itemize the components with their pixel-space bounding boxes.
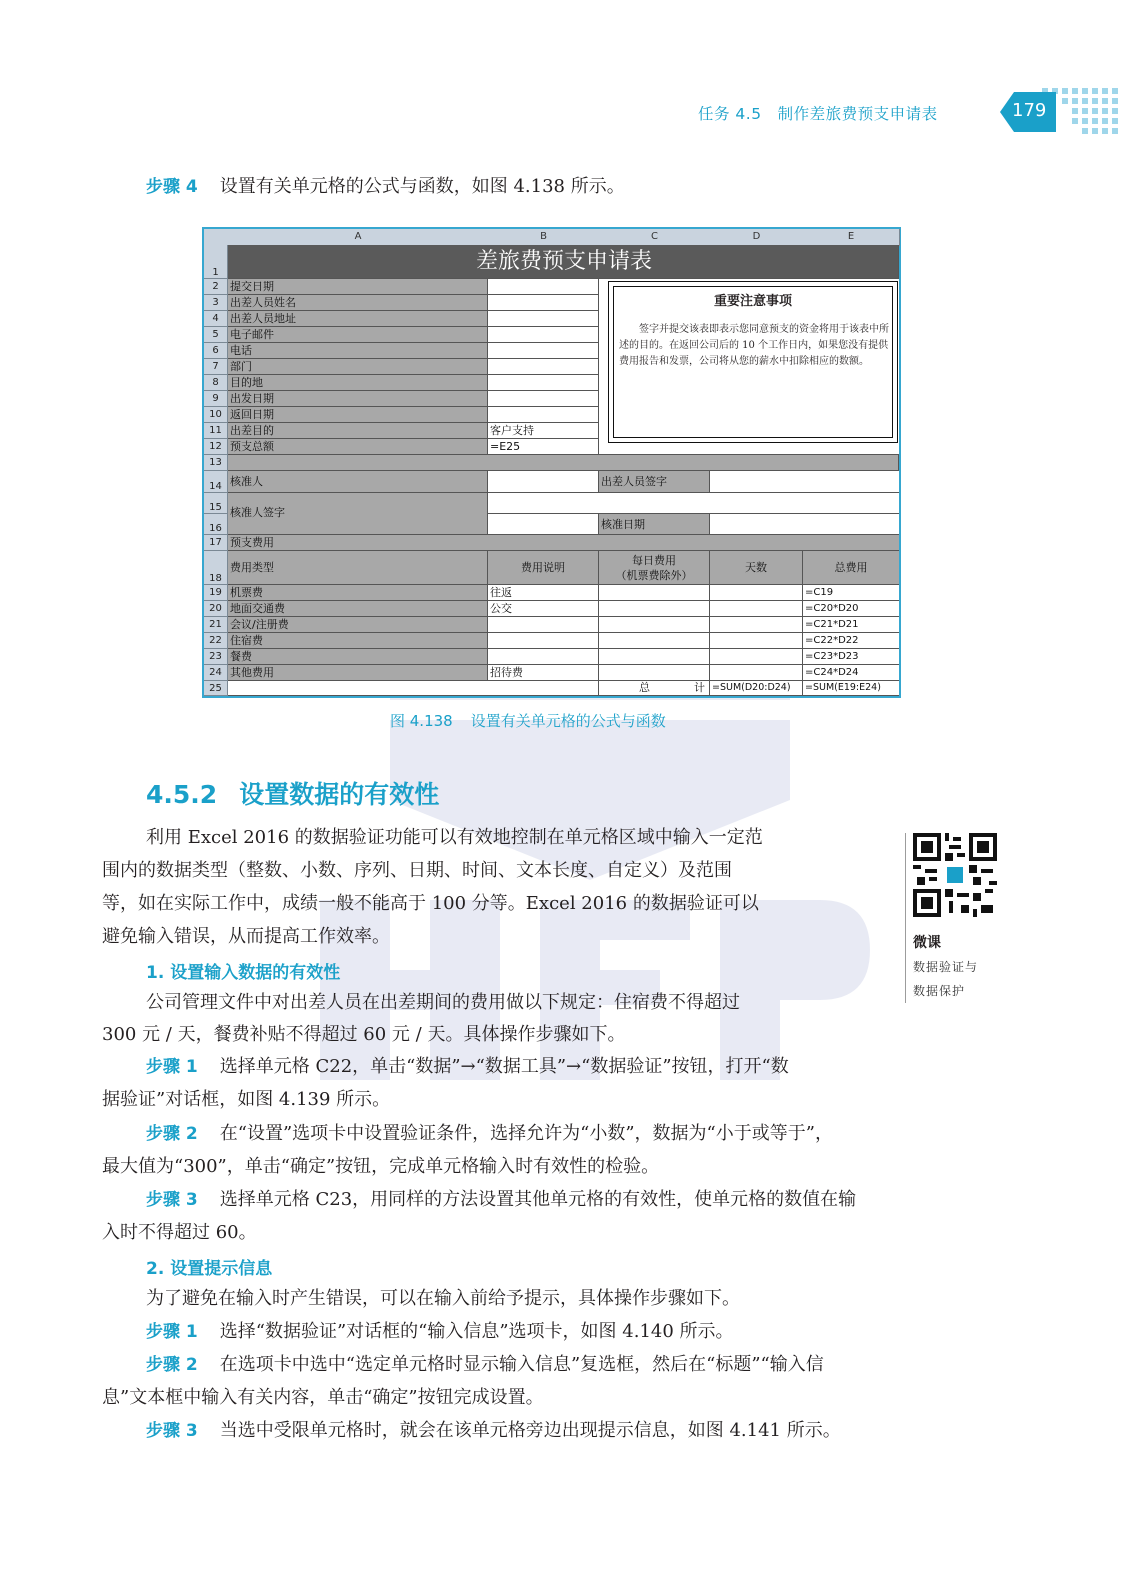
label-cell: 其他费用 xyxy=(228,665,488,681)
intro-line: 避免输入错误，从而提高工作效率。 xyxy=(102,926,390,947)
total-formula-cell: =C22*D22 xyxy=(803,633,899,649)
days-cell xyxy=(710,649,803,665)
figure-caption-text: 设置有关单元格的公式与函数 xyxy=(470,712,666,730)
days-cell xyxy=(710,665,803,681)
row-header: 15 xyxy=(204,493,228,514)
label-cell: 出差人员签字 xyxy=(599,471,710,493)
step-label: 步骤 1 xyxy=(146,1322,198,1342)
corner-cell xyxy=(204,229,229,246)
label-cell: 核准人 xyxy=(228,471,488,493)
row-header: 23 xyxy=(204,649,228,665)
intro-line: 围内的数据类型（整数、小数、序列、日期、时间、文本长度、自定义）及范围 xyxy=(102,860,732,881)
row-header: 4 xyxy=(204,311,228,327)
header-daily-cost-line2: （机票费除外） xyxy=(615,569,693,582)
header-daily-cost xyxy=(599,551,710,585)
input-cell xyxy=(488,375,599,391)
total-formula-cell: =C23*D23 xyxy=(803,649,899,665)
section-number: 4.5.2 xyxy=(146,780,218,809)
label-cell: 电子邮件 xyxy=(228,327,488,343)
notice-body: 签字并提交该表即表示您同意预支的资金将用于该表中所述的目的。在返回公司后的 10 个工作日内，如果您没有提供费用报告和发票，公司将从您的薪水中扣除相应的数额。 xyxy=(619,324,889,367)
spreadsheet-figure xyxy=(202,227,901,698)
purpose-value: 客户支持 xyxy=(488,423,599,439)
days-cell xyxy=(710,617,803,633)
subsection-heading-1: 1. 设置输入数据的有效性 xyxy=(146,963,341,983)
label-cell: 机票费 xyxy=(228,585,488,601)
step-label: 步骤 3 xyxy=(146,1190,198,1210)
step-label: 步骤 3 xyxy=(146,1421,198,1441)
label-cell: 返回日期 xyxy=(228,407,488,423)
label-cell: 部门 xyxy=(228,359,488,375)
input-cell xyxy=(488,471,599,493)
notice-box xyxy=(608,281,898,443)
row-header: 22 xyxy=(204,633,228,649)
section-title: 设置数据的有效性 xyxy=(239,780,440,809)
row-header: 12 xyxy=(204,439,228,455)
input-cell xyxy=(710,471,899,493)
row-header: 8 xyxy=(204,375,228,391)
row-header: 1 xyxy=(204,245,228,279)
step-label: 步骤 4 xyxy=(146,177,198,197)
step-label: 步骤 2 xyxy=(146,1355,198,1375)
row-header: 24 xyxy=(204,665,228,681)
label-cell: 目的地 xyxy=(228,375,488,391)
column-header-a: A xyxy=(228,229,489,246)
description-cell xyxy=(488,633,599,649)
row-header: 10 xyxy=(204,407,228,423)
empty-cell xyxy=(228,681,599,696)
input-cell xyxy=(488,391,599,407)
subsection-heading-2: 2. 设置提示信息 xyxy=(146,1259,273,1279)
row-header: 5 xyxy=(204,327,228,343)
row-header: 19 xyxy=(204,585,228,601)
notice-title: 重要注意事项 xyxy=(713,294,792,309)
step-text: 选择“数据验证”对话框的“输入信息”选项卡，如图 4.140 所示。 xyxy=(219,1321,734,1342)
sub2-step3 xyxy=(146,1418,841,1444)
step-text: 在“设置”选项卡中设置验证条件，选择允许为“小数”，数据为“小于或等于”， xyxy=(219,1123,833,1144)
input-cell xyxy=(488,514,599,535)
row-header: 2 xyxy=(204,279,228,295)
days-cell xyxy=(710,601,803,617)
daily-cost-cell xyxy=(599,665,710,681)
separator-row xyxy=(228,455,899,471)
days-sum-formula: =SUM(D20:D24) xyxy=(710,681,803,696)
label-cell: 出发日期 xyxy=(228,391,488,407)
step-text: 选择单元格 C23，用同样的方法设置其他单元格的有效性，使单元格的数值在输 xyxy=(219,1189,857,1210)
row-header: 16 xyxy=(204,514,228,535)
row-header: 6 xyxy=(204,343,228,359)
label-cell: 费用类型 xyxy=(228,551,488,585)
daily-cost-cell xyxy=(599,601,710,617)
row-header: 3 xyxy=(204,295,228,311)
sub2-step2-cont: 息”文本框中输入有关内容，单击“确定”按钮完成设置。 xyxy=(102,1387,544,1408)
sub2-step2 xyxy=(146,1352,824,1378)
row-header: 9 xyxy=(204,391,228,407)
row-header: 7 xyxy=(204,359,228,375)
daily-cost-cell xyxy=(599,633,710,649)
header-description: 费用说明 xyxy=(488,551,599,585)
label-cell: 预支费用 xyxy=(228,535,899,551)
column-header-d: D xyxy=(710,229,804,246)
step-text: 设置有关单元格的公式与函数，如图 4.138 所示。 xyxy=(219,176,625,197)
sub1-paragraph-line2: 300 元 / 天，餐费补贴不得超过 60 元 / 天。具体操作步骤如下。 xyxy=(102,1024,626,1045)
row-header: 17 xyxy=(204,535,228,551)
qr-code-icon[interactable] xyxy=(913,833,997,917)
sub1-step3-cont: 入时不得超过 60。 xyxy=(102,1222,257,1243)
row-header: 25 xyxy=(204,681,228,696)
label-cell: 电话 xyxy=(228,343,488,359)
figure-number: 图 4.138 xyxy=(390,712,453,730)
page-number: 179 xyxy=(1012,100,1047,121)
step-text: 当选中受限单元格时，就会在该单元格旁边出现提示信息，如图 4.141 所示。 xyxy=(219,1420,841,1441)
total-formula-cell: =C24*D24 xyxy=(803,665,899,681)
intro-line: 利用 Excel 2016 的数据验证功能可以有效地控制在单元格区域中输入一定范 xyxy=(146,827,763,848)
input-cell xyxy=(710,514,899,535)
label-cell: 住宿费 xyxy=(228,633,488,649)
label-cell: 核准人签字 xyxy=(228,493,488,535)
header-days: 天数 xyxy=(710,551,803,585)
column-header-b: B xyxy=(488,229,600,246)
input-cell xyxy=(488,279,599,295)
description-cell: 招待费 xyxy=(488,665,599,681)
column-header-e: E xyxy=(803,229,900,246)
row-header: 20 xyxy=(204,601,228,617)
input-cell xyxy=(488,407,599,423)
sub1-step2-cont: 最大值为“300”，单击“确定”按钮，完成单元格输入时有效性的检验。 xyxy=(102,1156,660,1177)
total-label-part1: 总 xyxy=(639,681,650,694)
total-formula-cell: =C19 xyxy=(803,585,899,601)
sidebar-divider xyxy=(905,833,906,1003)
intro-line: 等，如在实际工作中，成绩一般不能高于 100 分等。Excel 2016 的数据验证可以 xyxy=(102,893,759,914)
row-header: 18 xyxy=(204,551,228,585)
section-heading xyxy=(146,775,439,811)
row-header: 11 xyxy=(204,423,228,439)
label-cell: 会议/注册费 xyxy=(228,617,488,633)
label-cell: 出差目的 xyxy=(228,423,488,439)
input-cell xyxy=(488,295,599,311)
sub1-step1-cont: 据验证”对话框，如图 4.139 所示。 xyxy=(102,1089,391,1110)
sidebar-subtitle-line2: 数据保护 xyxy=(913,984,966,998)
sub1-step1 xyxy=(146,1054,789,1080)
input-cell xyxy=(488,343,599,359)
sub1-paragraph-line1: 公司管理文件中对出差人员在出差期间的费用做以下规定：住宿费不得超过 xyxy=(146,992,740,1013)
sub2-step1 xyxy=(146,1319,734,1345)
sub1-step3 xyxy=(146,1187,856,1213)
days-cell xyxy=(710,633,803,649)
total-label-part2: 计 xyxy=(694,681,705,694)
description-cell xyxy=(488,649,599,665)
input-cell xyxy=(488,493,899,514)
total-formula-cell: =C20*D20 xyxy=(803,601,899,617)
row-header: 13 xyxy=(204,455,228,471)
step-label: 步骤 2 xyxy=(146,1124,198,1144)
description-cell xyxy=(488,617,599,633)
label-cell: 餐费 xyxy=(228,649,488,665)
label-cell: 核准日期 xyxy=(599,514,710,535)
total-advance-formula: =E25 xyxy=(488,439,599,455)
input-cell xyxy=(488,327,599,343)
header-daily-cost-line1: 每日费用 xyxy=(632,554,676,567)
total-formula-cell: =C21*D21 xyxy=(803,617,899,633)
description-cell: 往返 xyxy=(488,585,599,601)
sub1-step2 xyxy=(146,1121,833,1147)
sub2-paragraph: 为了避免在输入时产生错误，可以在输入前给予提示，具体操作步骤如下。 xyxy=(146,1288,740,1309)
label-cell: 出差人员姓名 xyxy=(228,295,488,311)
label-cell: 预支总额 xyxy=(228,439,488,455)
step4-paragraph xyxy=(146,174,625,200)
column-header-c: C xyxy=(599,229,711,246)
daily-cost-cell xyxy=(599,649,710,665)
daily-cost-cell xyxy=(599,617,710,633)
daily-cost-cell xyxy=(599,585,710,601)
total-label-cell xyxy=(599,681,710,696)
label-cell: 提交日期 xyxy=(228,279,488,295)
sheet-title: 差旅费预支申请表 xyxy=(228,245,899,279)
sidebar-title: 微课 xyxy=(913,935,941,951)
figure-caption xyxy=(390,710,666,731)
sidebar-subtitle-line1: 数据验证与 xyxy=(913,960,979,974)
row-header: 21 xyxy=(204,617,228,633)
label-cell: 出差人员地址 xyxy=(228,311,488,327)
input-cell xyxy=(488,311,599,327)
running-header-title: 任务 4.5 制作差旅费预支申请表 xyxy=(698,105,938,123)
step-text: 选择单元格 C22，单击“数据”→“数据工具”→“数据验证”按钮，打开“数 xyxy=(219,1056,789,1077)
label-cell: 地面交通费 xyxy=(228,601,488,617)
input-cell xyxy=(488,359,599,375)
grand-total-formula: =SUM(E19:E24) xyxy=(803,681,899,696)
description-cell: 公交 xyxy=(488,601,599,617)
days-cell xyxy=(710,585,803,601)
row-header: 14 xyxy=(204,471,228,493)
step-text: 在选项卡中选中“选定单元格时显示输入信息”复选框，然后在“标题”“输入信 xyxy=(219,1354,824,1375)
header-total: 总费用 xyxy=(803,551,899,585)
step-label: 步骤 1 xyxy=(146,1057,198,1077)
